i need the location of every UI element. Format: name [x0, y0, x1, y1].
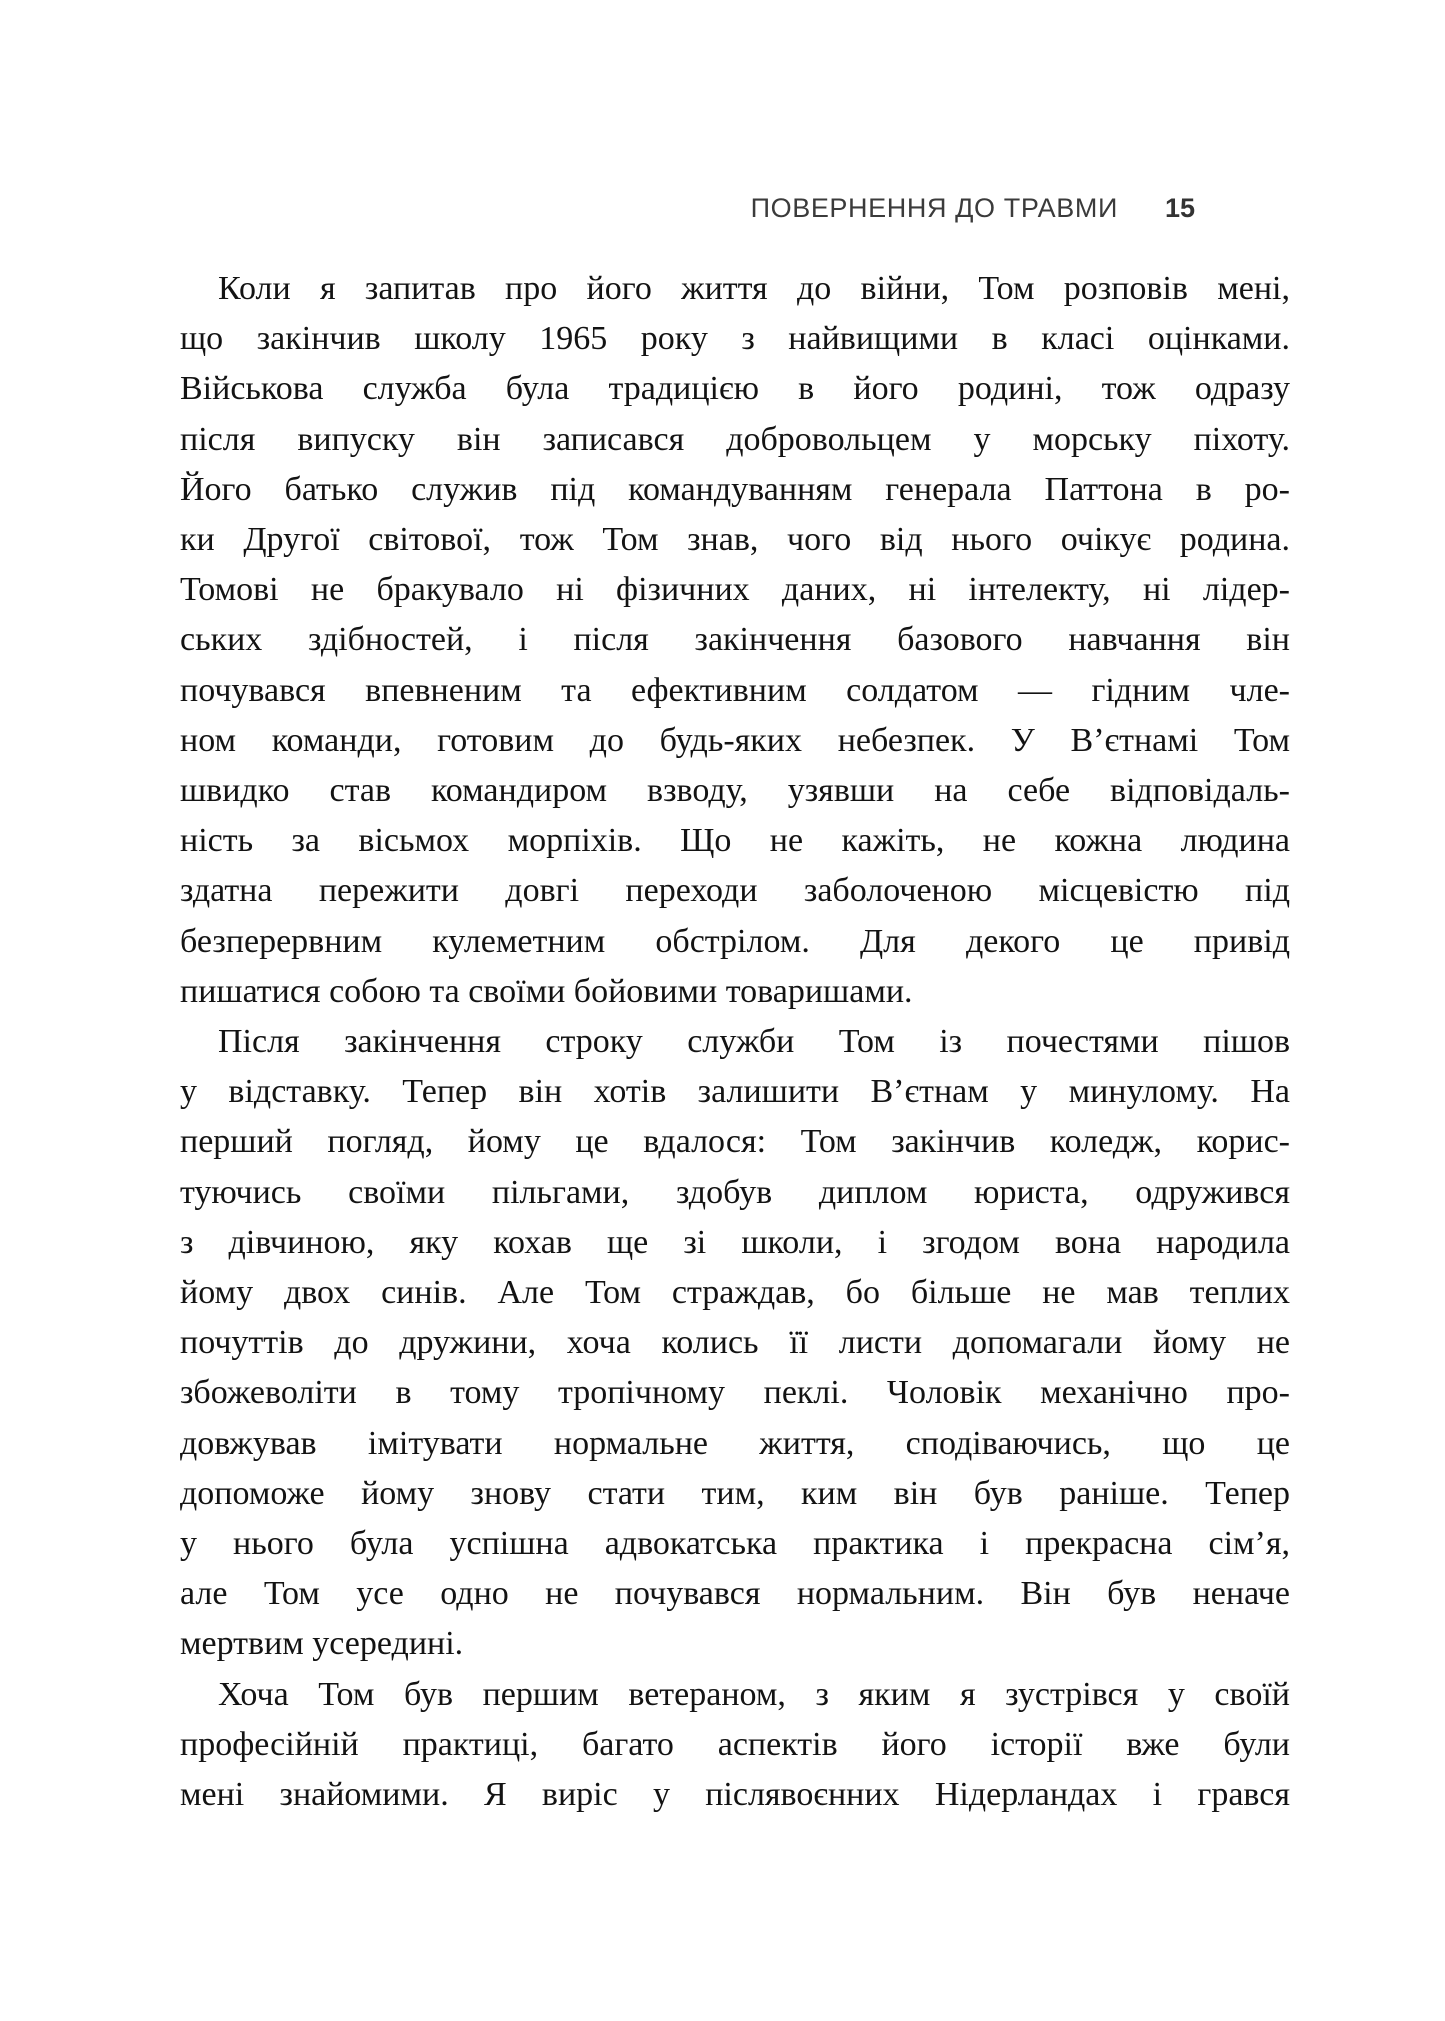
- text-line: Томові не бракувало ні фізичних даних, ні інтелекту, ні лідер-: [180, 571, 1290, 609]
- text-line: мертвим усередині.: [180, 1625, 464, 1663]
- text-line: пишатися собою та своїми бойовими товаришами.: [180, 972, 913, 1010]
- text-line: перший погляд, йому це вдалося: Том закінчив коледж, корис-: [180, 1123, 1290, 1161]
- text-line: професійній практиці, багато аспектів його історії вже були: [180, 1725, 1290, 1763]
- chapter-title: ПОВЕРНЕННЯ ДО ТРАВМИ: [750, 193, 1118, 223]
- text-line: довжував імітувати нормальне життя, сподіваючись, що це: [180, 1424, 1290, 1462]
- text-line: після випуску він записався добровольцем у морську піхоту.: [180, 420, 1290, 458]
- page-number: 15: [1164, 193, 1195, 223]
- text-line: безперервним кулеметним обстрілом. Для декого це привід: [180, 922, 1290, 960]
- text-line: мені знайомими. Я виріс у післявоєнних Нідерландах і грався: [180, 1776, 1290, 1814]
- text-line: у нього була успішна адвокатська практика і прекрасна сім’я,: [180, 1525, 1290, 1563]
- text-line: ність за вісьмох морпіхів. Що не кажіть, не кожна людина: [180, 822, 1290, 860]
- text-line: ських здібностей, і після закінчення базового навчання він: [180, 621, 1290, 659]
- text-line: почуттів до дружини, хоча колись її листи допомагали йому не: [180, 1324, 1290, 1362]
- body-text: [180, 264, 1290, 1820]
- text-line: у відставку. Тепер він хотів залишити В’єтнам у минулому. На: [180, 1073, 1290, 1111]
- text-line: що закінчив школу 1965 року з найвищими в класі оцінками.: [180, 320, 1290, 358]
- text-line: почувався впевненим та ефективним солдатом — гідним чле-: [180, 671, 1290, 709]
- text-line: Хоча Том був першим ветераном, з яким я зустрівся у своїй: [218, 1675, 1290, 1713]
- text-line: Його батько служив під командуванням генерала Паттона в ро-: [180, 470, 1290, 508]
- text-line: Коли я запитав про його життя до війни, Том розповів мені,: [218, 270, 1290, 307]
- text-line: швидко став командиром взводу, узявши на себе відповідаль-: [180, 772, 1290, 810]
- text-line: здатна пережити довгі переходи заболоченою місцевістю під: [180, 872, 1290, 910]
- text-line: йому двох синів. Але Том страждав, бо більше не мав теплих: [180, 1274, 1290, 1312]
- text-line: Військова служба була традицією в його родині, тож одразу: [180, 370, 1290, 408]
- text-line: допоможе йому знову стати тим, ким він був раніше. Тепер: [180, 1474, 1290, 1512]
- text-line: туючись своїми пільгами, здобув диплом юриста, одружився: [180, 1173, 1290, 1211]
- text-line: ки Другої світової, тож Том знав, чого від нього очікує родина.: [180, 521, 1290, 559]
- text-line: ном команди, готовим до будь-яких небезпек. У В’єтнамі Том: [180, 721, 1290, 759]
- text-line: але Том усе одно не почувався нормальним. Він був неначе: [180, 1575, 1290, 1613]
- text-line: збожеволіти в тому тропічному пеклі. Чоловік механічно про-: [180, 1374, 1290, 1412]
- text-line: Після закінчення строку служби Том із почестями пішов: [218, 1023, 1290, 1061]
- running-header: [751, 192, 1195, 224]
- text-line: з дівчиною, яку кохав ще зі школи, і згодом вона народила: [180, 1223, 1290, 1261]
